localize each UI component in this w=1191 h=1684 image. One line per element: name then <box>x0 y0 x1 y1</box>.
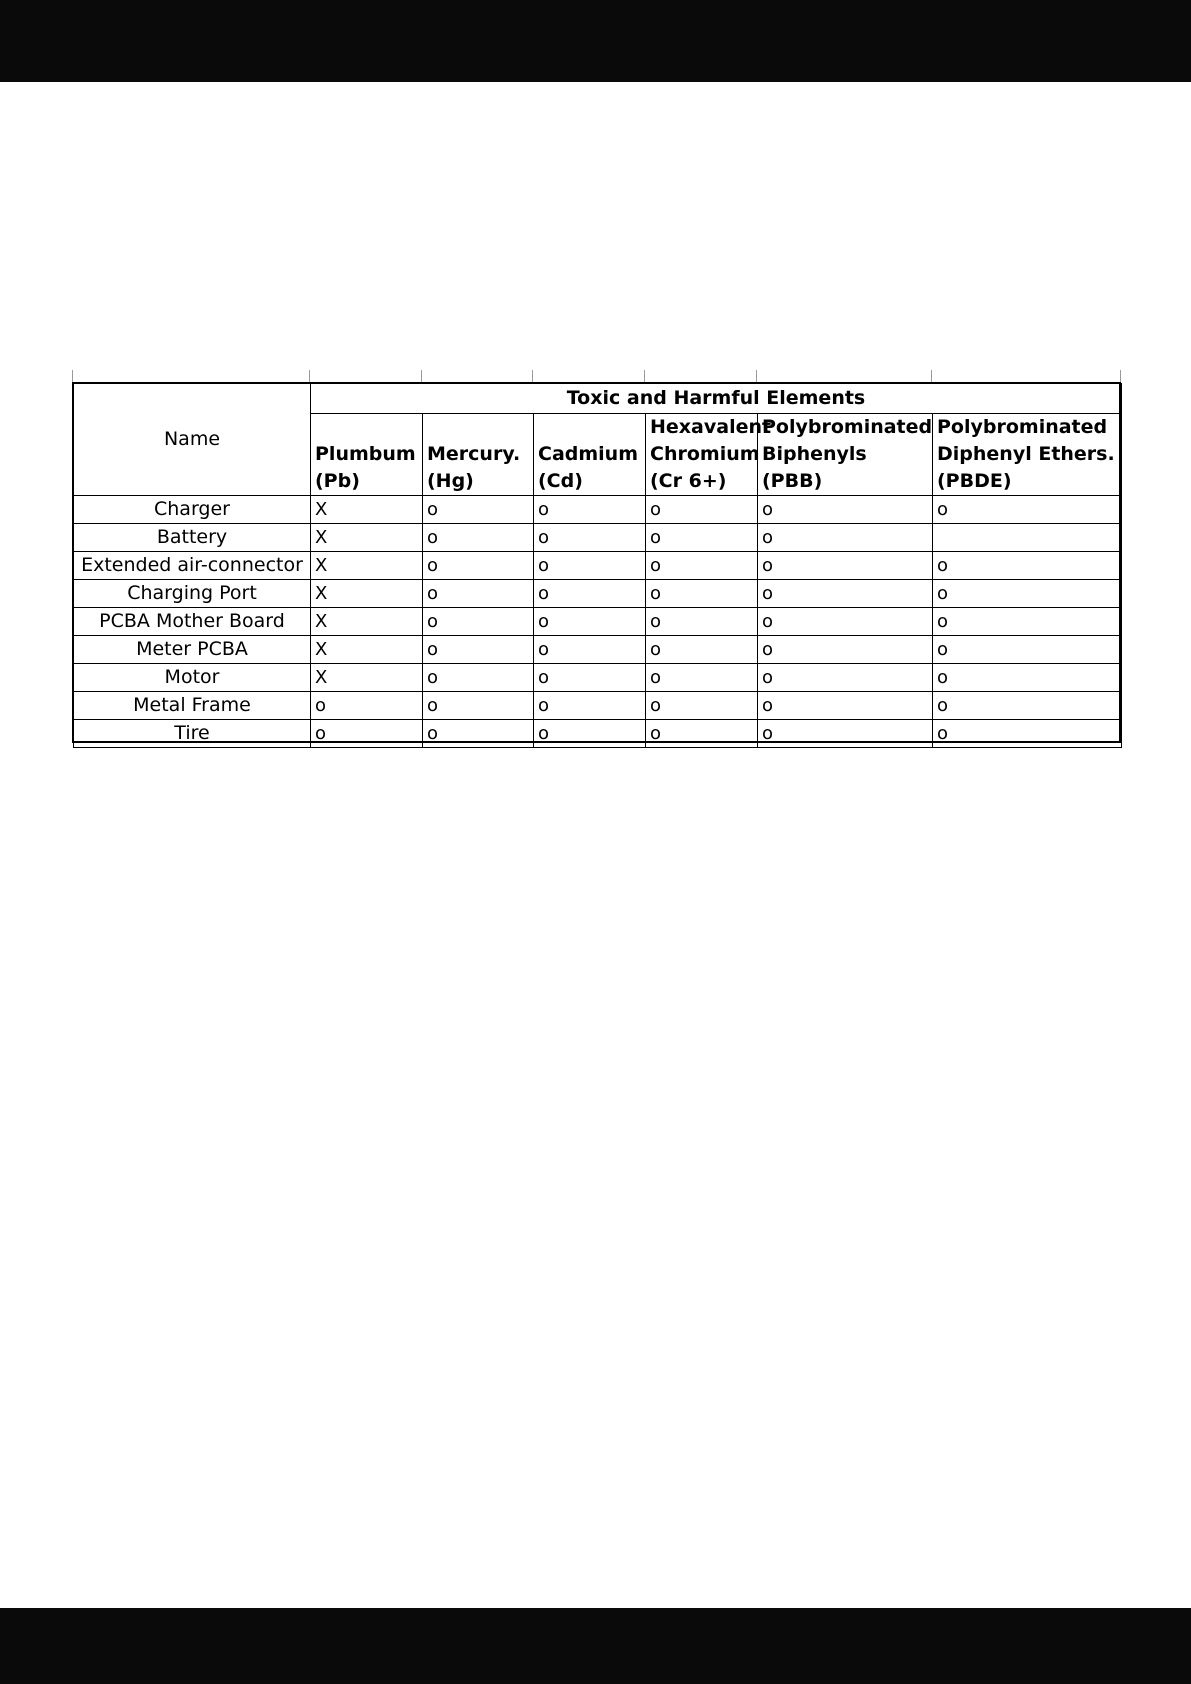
mark-cell: o <box>933 552 1122 580</box>
mark-cell: o <box>758 636 933 664</box>
mark-cell: o <box>534 720 646 748</box>
column-header-cr6 <box>646 414 772 496</box>
row-name: Meter PCBA <box>74 636 311 664</box>
header-line: (PBB) <box>762 470 823 492</box>
column-header-pbde <box>933 414 1122 496</box>
header-line: (PBDE) <box>937 470 1012 492</box>
header-line: (Hg) <box>427 470 474 492</box>
mark-cell: o <box>311 720 423 748</box>
header-line: Polybrominated <box>762 416 933 438</box>
mark-cell: o <box>646 720 758 748</box>
row-name: Battery <box>74 524 311 552</box>
top-black-bar <box>0 0 1191 82</box>
mark-cell: o <box>646 664 758 692</box>
guide-tick <box>72 370 73 384</box>
mark-cell: o <box>933 496 1122 524</box>
row-name: Tire <box>74 720 311 748</box>
header-line: Diphenyl Ethers. <box>937 443 1115 465</box>
mark-cell: o <box>933 692 1122 720</box>
mark-cell: o <box>311 692 423 720</box>
mark-cell: o <box>423 664 534 692</box>
mark-cell: X <box>311 636 423 664</box>
mark-cell: X <box>311 580 423 608</box>
mark-cell: o <box>646 552 758 580</box>
mark-cell: o <box>933 636 1122 664</box>
mark-cell: o <box>646 580 758 608</box>
mark-cell: o <box>534 552 646 580</box>
mark-cell: o <box>758 552 933 580</box>
mark-cell: o <box>758 496 933 524</box>
column-header-pb <box>311 414 423 496</box>
column-header-hg <box>423 414 534 496</box>
mark-cell: o <box>423 608 534 636</box>
mark-cell: o <box>646 692 758 720</box>
mark-cell: o <box>423 636 534 664</box>
header-line: Hexavalent <box>650 416 772 438</box>
mark-cell: X <box>311 496 423 524</box>
mark-cell <box>933 524 1122 552</box>
mark-cell: o <box>534 608 646 636</box>
hazardous-substances-table <box>73 383 1122 748</box>
guide-tick <box>756 370 757 384</box>
row-name: Motor <box>74 664 311 692</box>
row-name: Charging Port <box>74 580 311 608</box>
mark-cell: o <box>423 552 534 580</box>
mark-cell: o <box>423 496 534 524</box>
table-row <box>74 496 1122 524</box>
guide-tick <box>931 370 932 384</box>
mark-cell: o <box>646 496 758 524</box>
column-header-cd <box>534 414 646 496</box>
mark-cell: o <box>933 664 1122 692</box>
row-name: Extended air-connector <box>74 552 311 580</box>
table-row <box>74 580 1122 608</box>
mark-cell: o <box>423 720 534 748</box>
row-name: Metal Frame <box>74 692 311 720</box>
mark-cell: o <box>933 580 1122 608</box>
table-row <box>74 720 1122 748</box>
mark-cell: o <box>534 664 646 692</box>
bottom-black-bar <box>0 1608 1191 1684</box>
mark-cell: X <box>311 608 423 636</box>
header-line: Cadmium <box>538 443 639 465</box>
mark-cell: o <box>646 608 758 636</box>
table-row <box>74 524 1122 552</box>
mark-cell: X <box>311 552 423 580</box>
column-guide-ticks <box>72 370 1122 384</box>
mark-cell: o <box>758 720 933 748</box>
header-line: Polybrominated <box>937 416 1108 438</box>
guide-tick <box>309 370 310 384</box>
guide-tick <box>1120 370 1121 384</box>
mark-cell: X <box>311 524 423 552</box>
mark-cell: o <box>534 496 646 524</box>
mark-cell: o <box>646 524 758 552</box>
mark-cell: o <box>534 524 646 552</box>
mark-cell: o <box>758 524 933 552</box>
mark-cell: o <box>758 664 933 692</box>
mark-cell: o <box>423 524 534 552</box>
header-line: Plumbum <box>315 443 416 465</box>
mark-cell: o <box>758 608 933 636</box>
guide-tick <box>421 370 422 384</box>
table-title: Toxic and Harmful Elements <box>311 384 1122 414</box>
header-line: Biphenyls <box>762 443 867 465</box>
row-name: Charger <box>74 496 311 524</box>
mark-cell: X <box>311 664 423 692</box>
header-line: (Cr 6+) <box>650 470 727 492</box>
table-row <box>74 636 1122 664</box>
mark-cell: o <box>534 636 646 664</box>
header-line: (Pb) <box>315 470 360 492</box>
mark-cell: o <box>646 636 758 664</box>
header-line: Mercury. <box>427 443 521 465</box>
guide-tick <box>644 370 645 384</box>
name-column-header: Name <box>74 384 311 496</box>
header-line: Chromium <box>650 443 760 465</box>
table-row <box>74 664 1122 692</box>
guide-tick <box>532 370 533 384</box>
row-name: PCBA Mother Board <box>74 608 311 636</box>
mark-cell: o <box>423 692 534 720</box>
mark-cell: o <box>423 580 534 608</box>
mark-cell: o <box>933 720 1122 748</box>
mark-cell: o <box>758 692 933 720</box>
table-row <box>74 608 1122 636</box>
mark-cell: o <box>758 580 933 608</box>
mark-cell: o <box>534 580 646 608</box>
mark-cell: o <box>933 608 1122 636</box>
table-row <box>74 552 1122 580</box>
column-header-pbb <box>758 414 933 496</box>
table-row <box>74 692 1122 720</box>
header-line: (Cd) <box>538 470 583 492</box>
mark-cell: o <box>534 692 646 720</box>
